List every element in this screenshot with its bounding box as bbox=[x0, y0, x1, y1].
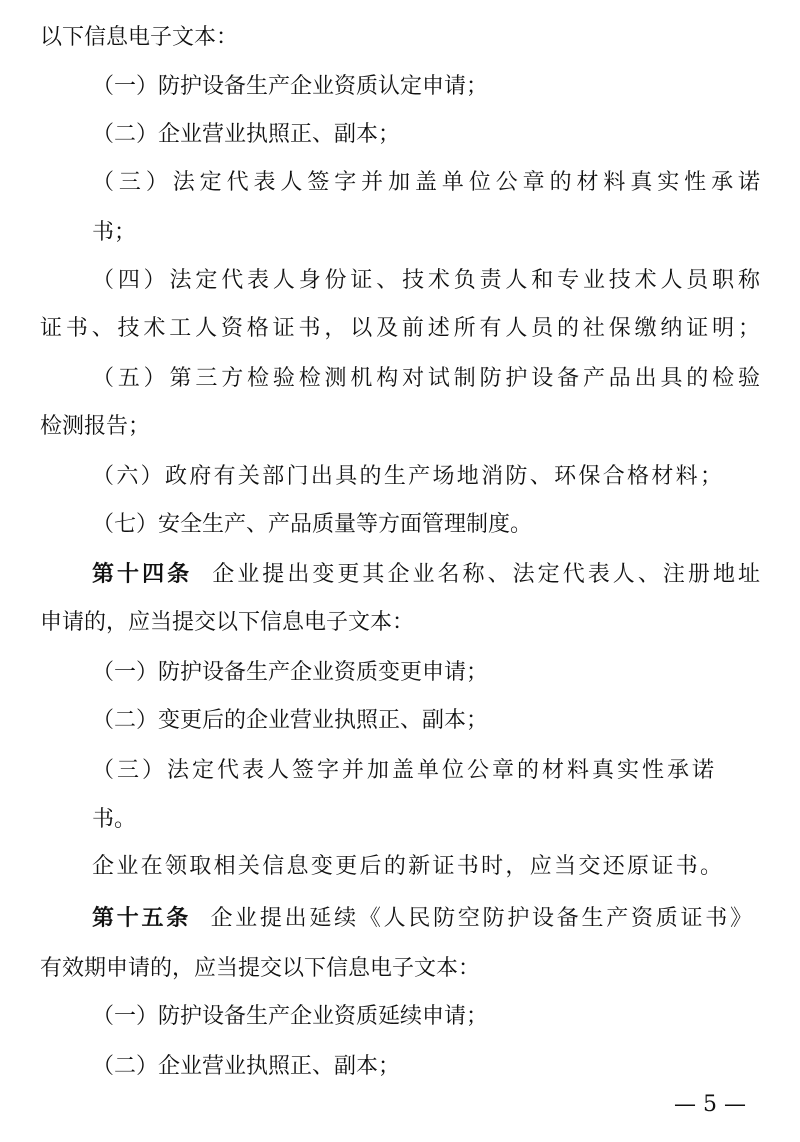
article-heading: 第十四条 bbox=[92, 562, 193, 587]
text-line: 检测报告； bbox=[40, 414, 151, 439]
page-number: — 5 — bbox=[674, 1092, 746, 1117]
article-text: 企业提出变更其企业名称、法定代表人、注册地址 bbox=[212, 562, 760, 587]
list-item: （二）企业营业执照正、副本； bbox=[92, 122, 401, 147]
list-item: （五）第三方检验检测机构对试制防护设备产品出具的检验 bbox=[92, 366, 760, 391]
list-item: （一）防护设备生产企业资质变更申请； bbox=[92, 660, 489, 685]
article-text: 企业提出延续《人民防空防护设备生产资质证书》 bbox=[210, 906, 752, 931]
text-line: 以下信息电子文本： bbox=[40, 25, 239, 50]
text-line: 书； bbox=[92, 220, 137, 245]
list-item: （二）变更后的企业营业执照正、副本； bbox=[92, 708, 489, 733]
list-item: （三）法定代表人签字并加盖单位公章的材料真实性承诺 bbox=[92, 758, 714, 783]
text-line: 书。 bbox=[92, 807, 137, 832]
article-heading: 第十五条 bbox=[92, 906, 191, 931]
text-line: 证书、技术工人资格证书，以及前述所有人员的社保缴纳证明； bbox=[40, 316, 760, 341]
list-item: （二）企业营业执照正、副本； bbox=[92, 1054, 401, 1079]
text-line: 企业在领取相关信息变更后的新证书时，应当交还原证书。 bbox=[92, 854, 722, 879]
article-14-first-line bbox=[92, 560, 760, 590]
list-item: （三）法定代表人签字并加盖单位公章的材料真实性承诺 bbox=[92, 170, 760, 195]
list-item: （六）政府有关部门出具的生产场地消防、环保合格材料； bbox=[92, 464, 722, 489]
text-line: 申请的，应当提交以下信息电子文本： bbox=[40, 610, 415, 635]
list-item: （七）安全生产、产品质量等方面管理制度。 bbox=[92, 512, 533, 537]
list-item: （一）防护设备生产企业资质延续申请； bbox=[92, 1004, 489, 1029]
article-15-first-line bbox=[92, 904, 752, 934]
text-line: 有效期申请的，应当提交以下信息电子文本： bbox=[40, 956, 481, 981]
list-item: （四）法定代表人身份证、技术负责人和专业技术人员职称 bbox=[92, 268, 760, 293]
list-item: （一）防护设备生产企业资质认定申请； bbox=[92, 74, 489, 99]
